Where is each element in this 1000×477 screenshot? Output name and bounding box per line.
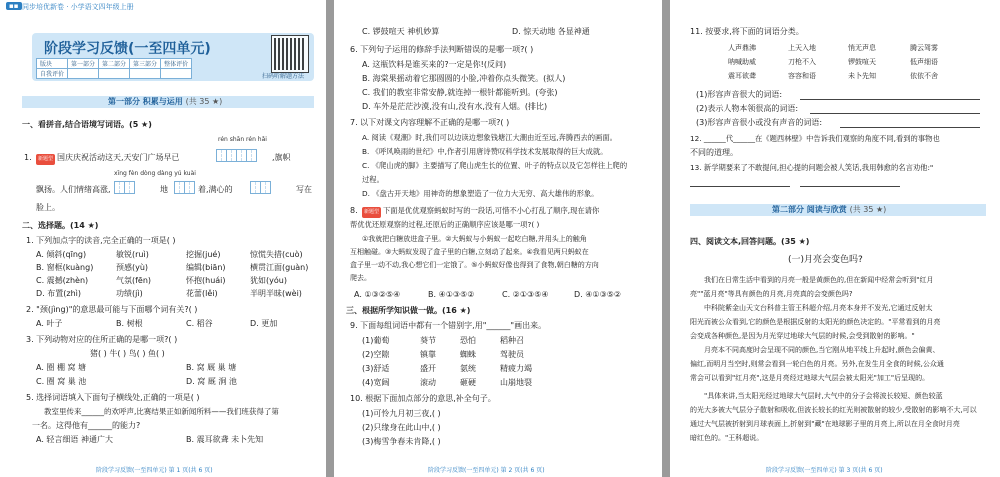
option-cell: 横贯江面(guàn) — [250, 263, 309, 272]
section-title-text: 第二部分 阅读与欣赏 — [772, 205, 847, 214]
question-text: 1. 下列加点字的读音,完全正确的一项是( ) — [26, 236, 176, 245]
score-cell: 整体评价 — [161, 59, 192, 69]
passage-line: ①我就把白糖放进盒子里。②大蚂蚁与小蚂蚁一起吃白糖,并用头上的触角 — [362, 235, 587, 243]
option-cell: 惊慌失措(cuò) — [250, 250, 303, 259]
option-cell: 犹如(yóu) — [250, 276, 287, 285]
word-cell: 容容和语 — [788, 72, 816, 80]
question-text-part: 下面是优优观察蚂蚁时写的一段话,可惜不小心打乱了顺序,现在请你 — [383, 206, 600, 215]
word-cell: 上天入地 — [788, 44, 816, 52]
fill-in-line[interactable]: (3)梅雪争春未肯降,( ) — [362, 437, 441, 446]
word-cell[interactable]: 山崩地裂 — [500, 378, 532, 387]
option-a[interactable]: A. 轻言细语 神通广大 — [36, 435, 113, 444]
question-text-part: 写在 — [296, 185, 312, 194]
question-text: 3. 下列动物对应的住所正确的是哪一项?( ) — [26, 335, 178, 344]
sub-question: (3)形容声音很小或没有声音的词语: — [696, 118, 823, 127]
fill-in-line[interactable]: (2)只缘身在此山中,( ) — [362, 423, 441, 432]
word-cell[interactable]: 稻种召 — [500, 336, 524, 345]
new-type-badge: 新题型 — [36, 154, 55, 165]
article-line: 阳光而被公众看到,它的颜色是根据反射的太阳光的颜色决定的。"平常看到的月亮 — [690, 318, 941, 326]
page-footer: 阶段学习反馈(一至四单元) 第 3 页(共 6 页) — [766, 467, 883, 474]
option-cell: 编辑(biān) — [186, 263, 226, 272]
option-cell[interactable]: C. 震撼(zhèn) — [36, 276, 89, 285]
article-line: 会变成各种颜色,是因为月光穿过地球大气层的时候,会受到散射的影响。" — [690, 332, 915, 340]
word-cell[interactable]: 镇靠 — [420, 350, 436, 359]
article-line: 我们在日常生活中看到的月亮一般是黄颜色的,但在新闻中经常会听到"红月 — [704, 276, 934, 284]
question-heading: 三、根据所学知识做一做。(16 ★) — [346, 306, 471, 315]
question-heading: 二、选择题。(14 ★) — [22, 221, 99, 230]
question-text: 7. 以下对课文内容理解不正确的是哪一项?( ) — [350, 118, 510, 127]
option-b[interactable]: B. 海棠果摇动着它那圆圆的小脸,冲着你点头微笑。(拟人) — [362, 74, 566, 83]
question-text: 6. 下列句子运用的修辞手法判断错误的是哪一项?( ) — [350, 45, 534, 54]
option-cell: 功绩(jì) — [116, 289, 143, 298]
score-header-row — [37, 59, 192, 69]
qr-caption: 扫码听解题方法 — [262, 73, 305, 80]
article-line: 中科院紫金山天文台科普主管王科超介绍,月亮本身并不发光,它通过反射太 — [704, 304, 933, 312]
question-text: 2. "颈(jìng)"的意思最可能与下面哪个词有关?( ) — [26, 305, 198, 314]
option-a[interactable]: A. ①③②⑤④ — [354, 290, 401, 299]
word-cell[interactable]: 砸硬 — [460, 378, 476, 387]
question-text-part: 飘扬。人们情绪高涨, — [36, 185, 111, 194]
option-c[interactable]: C. 稻谷 — [186, 319, 213, 328]
word-cell[interactable]: 驾驶员 — [500, 350, 524, 359]
option-d[interactable]: D. 《盘古开天地》用神奇的想象塑造了一位力大无穷、高大雄伟的形象。 — [362, 189, 599, 198]
option-cell[interactable]: D. 布置(zhì) — [36, 289, 81, 298]
question-text: 10. 根据下面加点部分的意思,补全句子。 — [350, 394, 496, 403]
question-number: 1. — [24, 153, 32, 162]
article-line: 月亮本不同高度时会呈现不同的颜色,当它刚从地平线上升起时,颜色会偏黄、 — [704, 346, 940, 354]
option-cell: 花蕾(lěi) — [186, 289, 218, 298]
question-text — [36, 152, 180, 165]
score-cell: 第二部分 — [99, 59, 130, 69]
word-cell: 震耳欲聋 — [728, 72, 756, 80]
page-footer: 阶段学习反馈(一至四单元) 第 1 页(共 6 页) — [96, 467, 213, 474]
word-cell: 人声鼎沸 — [728, 44, 756, 52]
option-d[interactable]: D. 窝 厩 涧 池 — [186, 377, 237, 386]
article-line: 暗红色的。"王科超说。 — [690, 434, 764, 442]
word-cell: 刀枪不入 — [788, 58, 816, 66]
option-a[interactable]: A. 这瓶饮料是谁买来的?一定是你!(反问) — [362, 60, 507, 69]
page-2 — [334, 0, 662, 477]
qr-code[interactable] — [272, 36, 308, 72]
answer-grid[interactable] — [216, 149, 256, 162]
word-cell[interactable]: 盛开 — [420, 364, 436, 373]
score-input-row — [37, 69, 192, 79]
answer-grid[interactable] — [174, 181, 194, 194]
word-cell: 依依不舍 — [910, 72, 938, 80]
animal-list: 猪( ) 牛( ) 鸟( ) 鱼( ) — [90, 349, 165, 358]
option-cell: 预感(yù) — [116, 263, 149, 272]
option-cell: 半明半昧(wèi) — [250, 289, 302, 298]
passage-line: 盒子里一动不动,我心想它们一定饿了。⑤小蚂蚁好像也得到了食物,朝白糖的方向 — [350, 261, 599, 269]
option-a[interactable]: A. 叶子 — [36, 319, 63, 328]
question-text: 教室里传来______的欢呼声,比赛结果正如新闻所料——我们班获得了第 — [44, 407, 279, 416]
option-d[interactable]: D. 惊天动地 各显神通 — [512, 27, 590, 36]
option-c[interactable]: C. 我们的教室非常安静,就连掉一根针都能听到。(夸张) — [362, 88, 558, 97]
section-title-text: 第一部分 积累与运用 — [108, 97, 183, 106]
score-input[interactable] — [161, 69, 192, 79]
question-text: 9. 下面每组词语中都有一个错别字,用"______"画出来。 — [350, 321, 547, 330]
option-d[interactable]: D. 更加 — [250, 319, 278, 328]
word-cell: 未卜先知 — [848, 72, 876, 80]
sub-question: (2)表示人物本领很高的词语: — [696, 104, 799, 113]
question-heading: 一、看拼音,结合语境写词语。(5 ★) — [22, 120, 152, 129]
word-cell[interactable]: (1)葡萄 — [362, 336, 390, 345]
word-cell[interactable]: (3)舒适 — [362, 364, 390, 373]
score-table — [36, 58, 192, 79]
fill-in-line[interactable]: (1)可怜九月初三夜,( ) — [362, 409, 441, 418]
score-input[interactable] — [130, 69, 161, 79]
passage-line: 爬去。 — [350, 274, 371, 282]
article-title: (一)月亮会变色吗? — [788, 255, 863, 265]
question-text — [362, 205, 599, 218]
answer-line[interactable] — [840, 127, 980, 128]
pinyin-label: rén shān rén hǎi — [218, 136, 267, 143]
page-3 — [670, 0, 1000, 477]
section-points: (共 35 ★) — [849, 205, 887, 214]
header-tag: ▪▪ — [6, 2, 22, 10]
answer-line[interactable] — [800, 186, 900, 187]
pinyin-label: xīng fèn dòng dàng yú kuài — [114, 170, 196, 177]
word-cell: 锣鼓喧天 — [848, 58, 876, 66]
sub-question: (1)形容声音很大的词语: — [696, 90, 783, 99]
score-cell: 自我评价 — [37, 69, 68, 79]
question-text-part: 国庆庆祝活动这天,天安门广场早已 — [57, 153, 180, 162]
page-footer: 阶段学习反馈(一至四单元) 第 2 页(共 6 页) — [428, 467, 545, 474]
word-cell: 腾云驾雾 — [910, 44, 938, 52]
score-cell: 第一部分 — [68, 59, 99, 69]
option-a[interactable]: A. 圈 棚 窝 塘 — [36, 363, 87, 372]
article-line: 亮""蓝月亮"等具有颜色的月亮,月亮真的会变颜色吗? — [690, 290, 853, 298]
section-points: (共 35 ★) — [185, 97, 223, 106]
option-c[interactable]: C. 《爬山虎的脚》主要描写了爬山虎生长的位置、叶子的特点以及它怎样往上爬的 — [362, 161, 628, 170]
option-cell: 挖掘(jué) — [186, 250, 221, 259]
answer-line[interactable] — [810, 113, 980, 114]
word-cell[interactable]: 精疲力竭 — [500, 364, 532, 373]
word-cell[interactable]: 滚动 — [420, 378, 436, 387]
question-text: 13. 新学期要来了不敢提问,担心提的问题会被人笑话,我用韩愈的名言劝他:" — [690, 163, 934, 172]
page-header: 同步培优新卷 · 小学语文四年级上册 — [22, 3, 134, 11]
section-title — [108, 96, 222, 107]
word-cell: 呐喊助威 — [728, 58, 756, 66]
option-cell[interactable]: B. 窗框(kuàng) — [36, 263, 94, 272]
article-line: 偏红,而明月当空时,则常会看到一轮白色的月亮。另外,在发生月全食的时候,公众通 — [690, 360, 944, 368]
score-cell: 版块 — [37, 59, 68, 69]
article-line: 的光大多被大气层分子散射和吸收,但波长较长的红光则被散射的较少,受散射的影响不大,可以 — [690, 406, 977, 414]
option-b[interactable]: B. 窝 厩 巢 塘 — [186, 363, 237, 372]
new-type-badge: 新题型 — [362, 207, 381, 218]
answer-line[interactable] — [800, 99, 980, 100]
score-cell: 第三部分 — [130, 59, 161, 69]
question-text: 12. ______代______在《题西林壁》中告诉我们观察的角度不同,看到的事物也 — [690, 134, 940, 143]
option-cell: 气氛(fēn) — [116, 276, 152, 285]
section-title — [772, 204, 886, 215]
option-c-cont: 过程。 — [362, 175, 384, 184]
passage-line: 互相触碰。③大蚂蚁发现了盒子里的白糖,立刻动了起来。④我看见两只蚂蚁在 — [350, 248, 589, 256]
question-heading: 四、阅读文本,回答问题。(35 ★) — [690, 237, 810, 246]
score-input[interactable] — [99, 69, 130, 79]
option-c[interactable]: C. 圈 窝 巢 池 — [36, 377, 87, 386]
option-cell: 敏锐(ruì) — [116, 250, 149, 259]
option-b[interactable]: B. ④①③⑤② — [428, 290, 475, 299]
word-cell: 悄无声息 — [848, 44, 876, 52]
word-cell[interactable]: 蜘蛛 — [460, 350, 476, 359]
answer-grid[interactable] — [250, 181, 270, 194]
option-c[interactable]: C. ②①③⑤④ — [502, 290, 549, 299]
question-text-part: ,旗帜 — [272, 153, 291, 162]
answer-grid[interactable] — [114, 181, 134, 194]
question-text-part: 地 — [160, 185, 168, 194]
option-d[interactable]: D. 车外是茫茫沙漠,没有山,没有水,没有人烟。(排比) — [362, 102, 548, 111]
word-cell[interactable]: 葵节 — [420, 336, 436, 345]
question-text-part: 着,满心的 — [198, 185, 233, 194]
question-text: 11. 按要求,将下面的词语分类。 — [690, 27, 804, 36]
option-cell: 怀抱(huái) — [186, 276, 226, 285]
question-text: 一名。这得他有______的能力? — [32, 421, 141, 430]
answer-line[interactable] — [690, 186, 790, 187]
question-text: 不同的道理。 — [690, 148, 738, 157]
question-number: 8. — [350, 206, 358, 215]
word-cell[interactable]: (2)空隙 — [362, 350, 390, 359]
page-1 — [0, 0, 326, 477]
word-cell[interactable]: (4)宽阔 — [362, 378, 390, 387]
score-input[interactable] — [68, 69, 99, 79]
question-text-part: 脸上。 — [36, 203, 60, 212]
option-b[interactable]: B. 树根 — [116, 319, 143, 328]
word-cell[interactable]: 恐怕 — [460, 336, 476, 345]
option-d[interactable]: D. ④①③⑤② — [574, 290, 622, 299]
article-line: "具体来讲,当太阳光经过地球大气层时,大气中的分子会将波长较短、颜色较蓝 — [704, 392, 943, 400]
article-line: 通过大气层被折射到月球表面上,折射到"藏"在地球影子里的月亮上,所以在月全食时月亮 — [690, 420, 960, 428]
option-a[interactable]: A. 阅读《观潮》时,我们可以边读边想象钱塘江大潮由近至远,奔腾西去的画面。 — [362, 133, 617, 142]
option-b[interactable]: B. 震耳欲聋 未卜先知 — [186, 435, 264, 444]
option-c[interactable]: C. 锣鼓喧天 神机妙算 — [362, 27, 440, 36]
word-cell: 低声细语 — [910, 58, 938, 66]
question-text: 帮优优还原观察的过程,还原后的正确顺序应该是哪一项?( ) — [350, 220, 540, 229]
option-b[interactable]: B. 《呼风唤雨的世纪》中,作者引用唐诗赞叹科学技术发展取得的巨大成就。 — [362, 147, 608, 156]
option-cell[interactable]: A. 倾斜(qīng) — [36, 250, 87, 259]
article-line: 常会可以看到"红月亮",这是月亮经过地球大气层会被太阳光"加工"后呈现的。 — [690, 374, 930, 382]
page-title: 阶段学习反馈(一至四单元) — [44, 41, 211, 57]
question-text: 5. 选择词语填入下面句子横线处,正确的一项是( ) — [26, 393, 200, 402]
word-cell[interactable]: 氨统 — [460, 364, 476, 373]
